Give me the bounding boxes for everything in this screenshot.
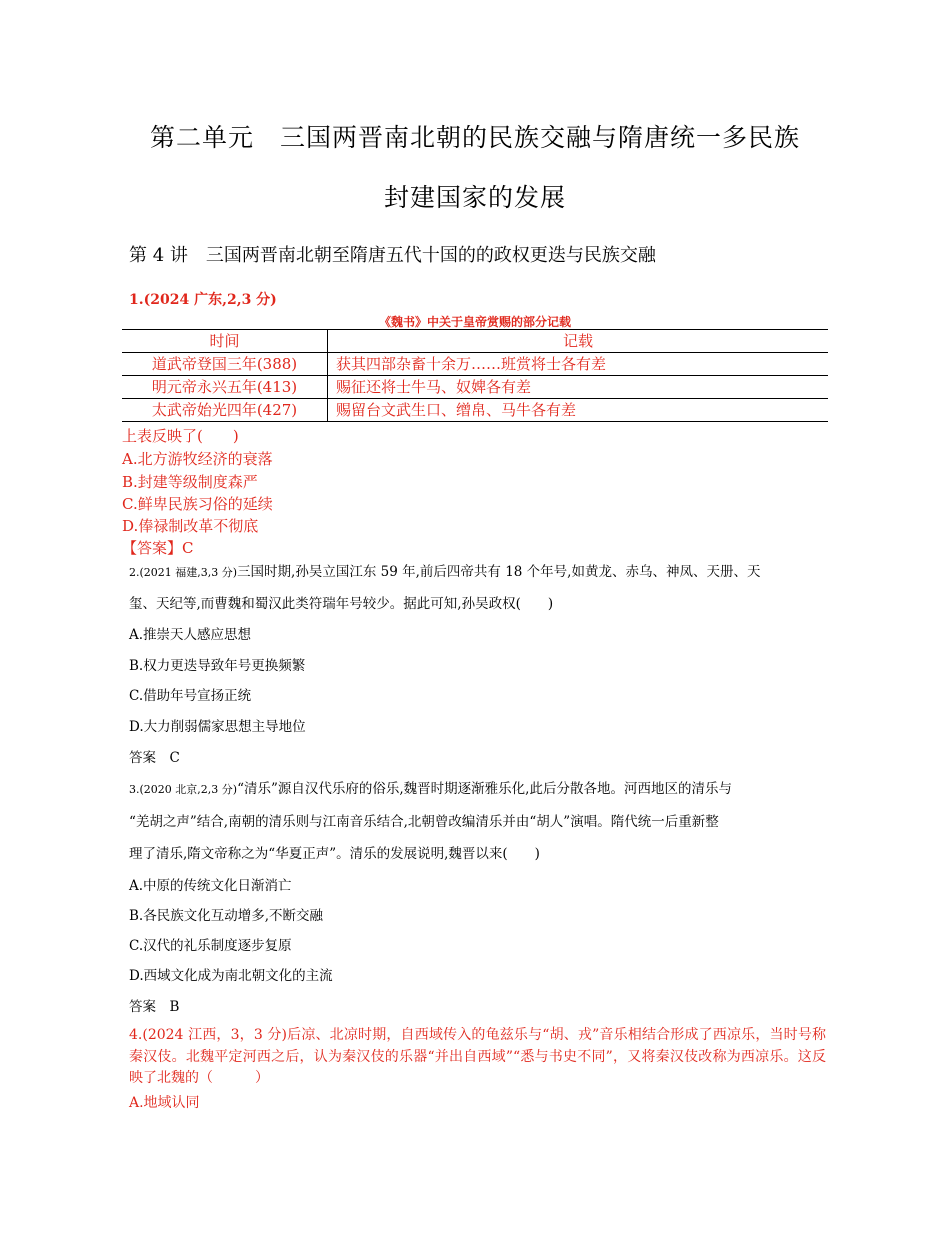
q1-option-d: D.俸禄制改革不彻底 xyxy=(122,517,259,535)
q2-stem-text1: 三国时期,孙吴立国江东 59 年,前后四帝共有 18 个年号,如黄龙、赤乌、神凤、天册、天 xyxy=(237,564,761,580)
q1-option-a: A.北方游牧经济的衰落 xyxy=(122,450,273,468)
q3-answer: 答案 B xyxy=(129,999,180,1015)
table-cell: 获其四部杂畜十余万……班赏将士各有差 xyxy=(336,355,607,373)
q3-stem-line2: “羌胡之声”结合,南朝的清乐则与江南音乐结合,北朝曾改编清乐并由“胡人”演唱。隋代统一后重新整 xyxy=(129,814,719,830)
table-row xyxy=(122,353,828,376)
q2-answer: 答案 C xyxy=(129,750,180,766)
table-cell: 太武帝始光四年(427) xyxy=(122,399,328,422)
table-row xyxy=(122,376,828,399)
q3-option-d: D.西域文化成为南北朝文化的主流 xyxy=(129,968,333,984)
q2-stem-line2: 玺、天纪等,而曹魏和蜀汉此类符瑞年号较少。据此可知,孙吴政权( ) xyxy=(129,596,554,612)
q2-option-d: D.大力削弱儒家思想主导地位 xyxy=(129,719,306,735)
q3-option-b: B.各民族文化互动增多,不断交融 xyxy=(129,908,324,924)
q2-option-a: A.推崇天人感应思想 xyxy=(129,627,252,643)
q1-table-caption: 《魏书》中关于皇帝赏赐的部分记载 xyxy=(378,315,571,329)
q3-option-a: A.中原的传统文化日渐消亡 xyxy=(129,878,292,894)
q1-option-c: C.鲜卑民族习俗的延续 xyxy=(122,495,273,513)
column-header-record: 记载 xyxy=(328,330,829,353)
q1-option-b: B.封建等级制度森严 xyxy=(122,473,258,491)
column-header-time: 时间 xyxy=(122,330,328,353)
table-header-row xyxy=(122,330,828,353)
unit-title-line1: 第二单元 三国两晋南北朝的民族交融与隋唐统一多民族 xyxy=(149,123,800,152)
q3-stem-text1: “清乐”源自汉代乐府的俗乐,魏晋时期逐渐雅乐化,此后分散各地。河西地区的清乐与 xyxy=(237,781,732,797)
q2-stem-line1 xyxy=(129,560,760,580)
q2-source: 2.(2021 福建,3,3 分) xyxy=(129,566,238,579)
q1-stem: 上表反映了( ) xyxy=(122,427,239,445)
unit-title-line2: 封建国家的发展 xyxy=(383,183,566,212)
q3-option-c: C.汉代的礼乐制度逐步复原 xyxy=(129,938,292,954)
q1-source: 1.(2024 广东,2,3 分) xyxy=(129,292,277,308)
table-row xyxy=(122,399,828,422)
q1-answer: 【答案】C xyxy=(122,539,194,557)
q4-option-a: A.地域认同 xyxy=(129,1095,200,1111)
q1-record-table xyxy=(122,329,828,422)
q3-stem-line1 xyxy=(129,777,732,797)
q3-stem-line3: 理了清乐,隋文帝称之为“华夏正声”。清乐的发展说明,魏晋以来( ) xyxy=(129,846,540,862)
table-cell: 赐征还将士牛马、奴婢各有差 xyxy=(336,378,532,396)
q4-stem: 4.(2024 江西，3，3 分)后凉、北凉时期，自西域传入的龟兹乐与“胡、戎”音乐相结合形成了西凉乐，当时号称秦汉伎。北魏平定河西之后，认为秦汉伎的乐器“并出自西域”“悉与书史不同”，又将秦汉伎改称为西凉乐。这反映了北魏的（ ） xyxy=(129,1027,826,1086)
q2-option-b: B.权力更迭导致年号更换频繁 xyxy=(129,658,306,674)
table-cell: 道武帝登国三年(388) xyxy=(122,353,328,376)
table-cell: 明元帝永兴五年(413) xyxy=(122,376,328,399)
table-cell: 赐留台文武生口、缯帛、马牛各有差 xyxy=(336,401,577,419)
q3-source: 3.(2020 北京,2,3 分) xyxy=(129,783,238,796)
q2-option-c: C.借助年号宣扬正统 xyxy=(129,688,252,704)
lecture-title: 第 4 讲 三国两晋南北朝至隋唐五代十国的的政权更迭与民族交融 xyxy=(129,245,656,266)
